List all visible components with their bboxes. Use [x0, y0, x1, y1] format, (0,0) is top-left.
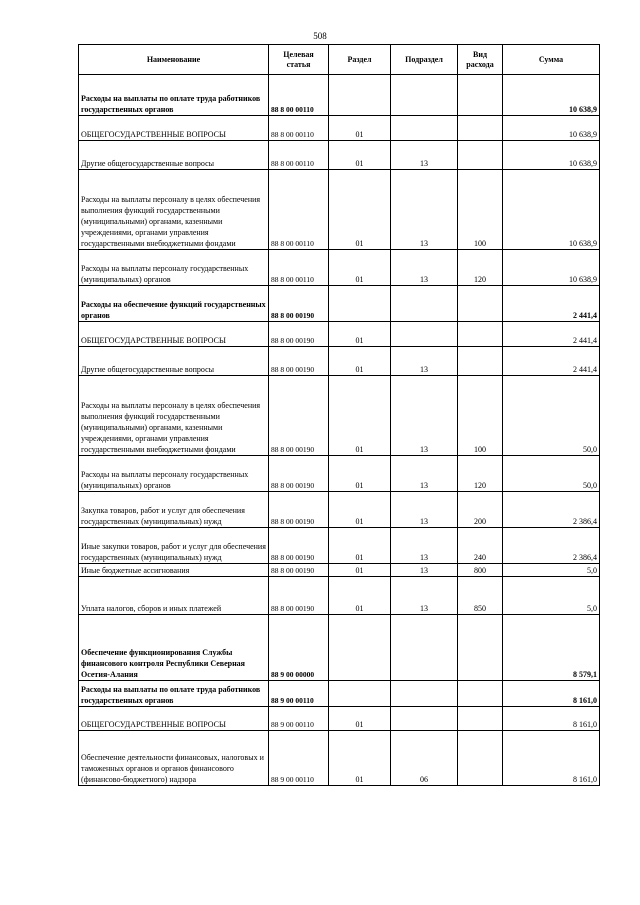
cell-target: 88 8 00 00190	[269, 577, 329, 615]
cell-expense-type	[458, 116, 503, 141]
table-row	[79, 707, 600, 731]
cell-section: 01	[329, 731, 391, 786]
table-row	[79, 250, 600, 286]
cell-subsection: 13	[391, 170, 458, 250]
cell-section: 01	[329, 577, 391, 615]
cell-subsection	[391, 75, 458, 116]
table-row	[79, 141, 600, 170]
header-subsection: Подраздел	[391, 45, 458, 75]
cell-sum: 10 638,9	[503, 250, 600, 286]
cell-target: 88 8 00 00190	[269, 347, 329, 376]
cell-section: 01	[329, 170, 391, 250]
cell-expense-type: 240	[458, 528, 503, 564]
cell-sum: 2 441,4	[503, 322, 600, 347]
cell-subsection	[391, 615, 458, 681]
table-row	[79, 564, 600, 577]
page-number: 508	[313, 31, 327, 41]
cell-sum: 2 386,4	[503, 528, 600, 564]
cell-subsection: 13	[391, 528, 458, 564]
table-row	[79, 456, 600, 492]
table-row	[79, 577, 600, 615]
cell-subsection: 13	[391, 577, 458, 615]
cell-name: Иные закупки товаров, работ и услуг для обеспечения государственных (муниципальных) нужд	[79, 528, 269, 564]
header-expense-type: Вид расхода	[458, 45, 503, 75]
cell-section: 01	[329, 456, 391, 492]
cell-name: Иные бюджетные ассигнования	[79, 564, 269, 577]
cell-subsection: 13	[391, 141, 458, 170]
cell-name: Расходы на выплаты персоналу государственных (муниципальных) органов	[79, 250, 269, 286]
cell-section: 01	[329, 528, 391, 564]
cell-expense-type	[458, 347, 503, 376]
header-section: Раздел	[329, 45, 391, 75]
cell-expense-type	[458, 75, 503, 116]
cell-name: ОБЩЕГОСУДАРСТВЕННЫЕ ВОПРОСЫ	[79, 707, 269, 731]
cell-expense-type: 800	[458, 564, 503, 577]
cell-subsection	[391, 322, 458, 347]
table-body	[79, 75, 600, 786]
cell-subsection	[391, 116, 458, 141]
cell-subsection	[391, 681, 458, 707]
cell-expense-type	[458, 141, 503, 170]
cell-target: 88 9 00 00110	[269, 681, 329, 707]
cell-subsection: 13	[391, 492, 458, 528]
cell-section: 01	[329, 141, 391, 170]
cell-sum: 8 161,0	[503, 707, 600, 731]
cell-expense-type	[458, 707, 503, 731]
header-target: Целевая статья	[269, 45, 329, 75]
table-row	[79, 376, 600, 456]
cell-expense-type	[458, 681, 503, 707]
table-row	[79, 170, 600, 250]
cell-expense-type: 200	[458, 492, 503, 528]
cell-section	[329, 681, 391, 707]
cell-sum: 2 441,4	[503, 286, 600, 322]
cell-target: 88 8 00 00190	[269, 492, 329, 528]
cell-expense-type	[458, 322, 503, 347]
cell-sum: 10 638,9	[503, 170, 600, 250]
cell-sum: 2 441,4	[503, 347, 600, 376]
header-sum: Сумма	[503, 45, 600, 75]
cell-sum: 50,0	[503, 376, 600, 456]
cell-subsection: 13	[391, 250, 458, 286]
cell-name: Обеспечение функционирования Службы финансового контроля Республики Северная Осетия-Алания	[79, 615, 269, 681]
cell-section: 01	[329, 376, 391, 456]
cell-subsection: 06	[391, 731, 458, 786]
cell-target: 88 8 00 00190	[269, 376, 329, 456]
cell-name: Другие общегосударственные вопросы	[79, 347, 269, 376]
cell-section: 01	[329, 347, 391, 376]
cell-sum: 8 579,1	[503, 615, 600, 681]
table-row	[79, 528, 600, 564]
budget-table	[78, 44, 600, 786]
cell-sum: 5,0	[503, 564, 600, 577]
table-row	[79, 286, 600, 322]
cell-target: 88 8 00 00190	[269, 528, 329, 564]
cell-subsection: 13	[391, 456, 458, 492]
cell-sum: 50,0	[503, 456, 600, 492]
cell-section: 01	[329, 564, 391, 577]
cell-section	[329, 615, 391, 681]
cell-expense-type: 100	[458, 170, 503, 250]
cell-sum: 10 638,9	[503, 75, 600, 116]
header-name: Наименование	[79, 45, 269, 75]
cell-name: Расходы на обеспечение функций государственных органов	[79, 286, 269, 322]
cell-name: Расходы на выплаты по оплате труда работников государственных органов	[79, 681, 269, 707]
cell-expense-type	[458, 731, 503, 786]
cell-name: Обеспечение деятельности финансовых, налоговых и таможенных органов и органов финансового (финансово-бюджетного) надзора	[79, 731, 269, 786]
cell-expense-type: 120	[458, 250, 503, 286]
cell-name: Расходы на выплаты персоналу в целях обеспечения выполнения функций государственными (муниципальными) органами, казенными учреждениями, органами управления государственными внебюджетными фондами	[79, 376, 269, 456]
cell-subsection: 13	[391, 564, 458, 577]
table-row	[79, 731, 600, 786]
table-header-row	[79, 45, 600, 75]
cell-section: 01	[329, 250, 391, 286]
cell-section: 01	[329, 116, 391, 141]
cell-target: 88 8 00 00110	[269, 75, 329, 116]
cell-target: 88 8 00 00110	[269, 116, 329, 141]
cell-name: Расходы на выплаты персоналу государственных (муниципальных) органов	[79, 456, 269, 492]
cell-section	[329, 75, 391, 116]
cell-target: 88 8 00 00190	[269, 286, 329, 322]
cell-target: 88 8 00 00190	[269, 564, 329, 577]
cell-expense-type	[458, 286, 503, 322]
cell-target: 88 8 00 00110	[269, 250, 329, 286]
cell-expense-type: 850	[458, 577, 503, 615]
table-row	[79, 492, 600, 528]
table-row	[79, 615, 600, 681]
cell-target: 88 9 00 00000	[269, 615, 329, 681]
cell-section	[329, 286, 391, 322]
table-row	[79, 116, 600, 141]
cell-target: 88 8 00 00190	[269, 456, 329, 492]
cell-subsection: 13	[391, 347, 458, 376]
cell-target: 88 8 00 00190	[269, 322, 329, 347]
cell-sum: 2 386,4	[503, 492, 600, 528]
cell-name: Другие общегосударственные вопросы	[79, 141, 269, 170]
cell-subsection: 13	[391, 376, 458, 456]
cell-name: Закупка товаров, работ и услуг для обеспечения государственных (муниципальных) нужд	[79, 492, 269, 528]
cell-sum: 8 161,0	[503, 681, 600, 707]
cell-subsection	[391, 286, 458, 322]
cell-section: 01	[329, 707, 391, 731]
cell-target: 88 9 00 00110	[269, 731, 329, 786]
cell-name: Уплата налогов, сборов и иных платежей	[79, 577, 269, 615]
cell-sum: 8 161,0	[503, 731, 600, 786]
cell-section: 01	[329, 492, 391, 528]
cell-section: 01	[329, 322, 391, 347]
table-row	[79, 75, 600, 116]
cell-sum: 10 638,9	[503, 116, 600, 141]
cell-expense-type	[458, 615, 503, 681]
cell-sum: 5,0	[503, 577, 600, 615]
cell-target: 88 9 00 00110	[269, 707, 329, 731]
cell-expense-type: 120	[458, 456, 503, 492]
table-row	[79, 322, 600, 347]
cell-target: 88 8 00 00110	[269, 170, 329, 250]
cell-target: 88 8 00 00110	[269, 141, 329, 170]
table-row	[79, 347, 600, 376]
cell-sum: 10 638,9	[503, 141, 600, 170]
cell-name: Расходы на выплаты по оплате труда работников государственных органов	[79, 75, 269, 116]
cell-name: Расходы на выплаты персоналу в целях обеспечения выполнения функций государственными (муниципальными) органами, казенными учреждениями, органами управления государственными внебюджетными фондами	[79, 170, 269, 250]
cell-name: ОБЩЕГОСУДАРСТВЕННЫЕ ВОПРОСЫ	[79, 116, 269, 141]
cell-name: ОБЩЕГОСУДАРСТВЕННЫЕ ВОПРОСЫ	[79, 322, 269, 347]
cell-expense-type: 100	[458, 376, 503, 456]
cell-subsection	[391, 707, 458, 731]
table-row	[79, 681, 600, 707]
